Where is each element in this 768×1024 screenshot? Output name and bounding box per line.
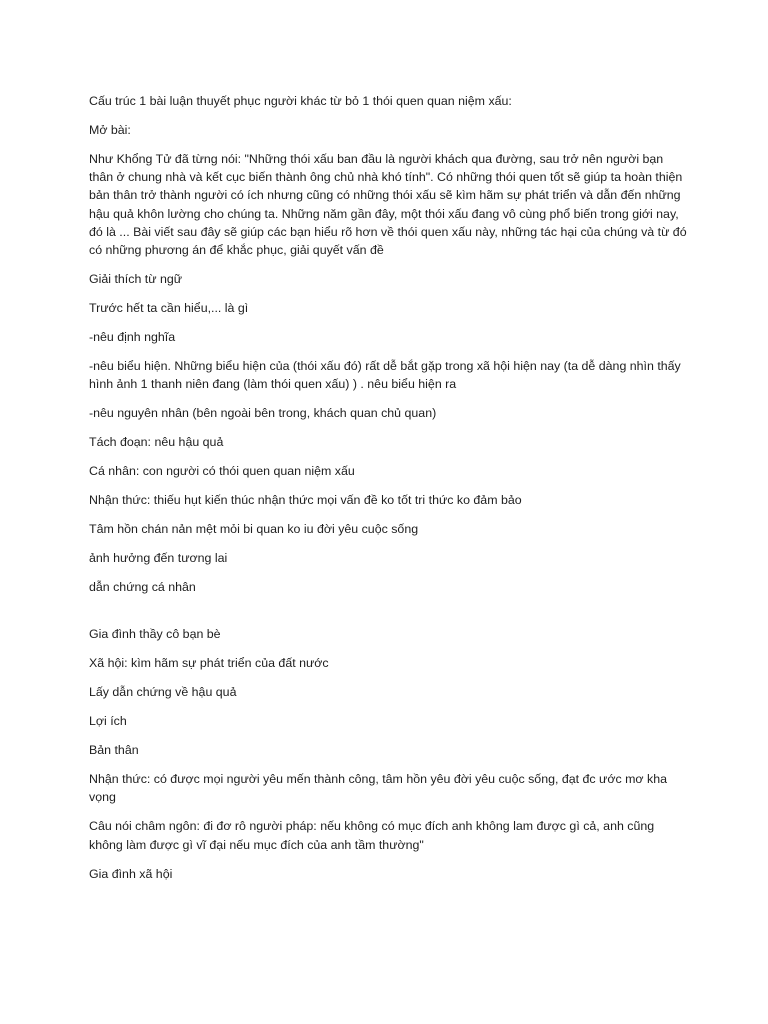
bullet-manifestation: -nêu biểu hiện. Những biểu hiện của (thói xấu đó) rất dễ bắt gặp trong xã hội hiện nay (ta dễ dàng nhìn thấy hình ảnh 1 thanh niên đang (làm thói quen xấu) ) . nêu biểu hiện ra: [89, 359, 681, 392]
section-heading-intro: Mở bài:: [89, 123, 131, 137]
section-heading-consequence: Tách đoạn: nêu hậu quả: [89, 435, 224, 450]
paragraph: Tâm hồn chán nản mệt mỏi bi quan ko iu đời yêu cuộc sống: [89, 522, 419, 537]
paragraph: ảnh hưởng đến tương lai: [89, 551, 228, 566]
document-body: [89, 92, 689, 894]
paragraph: Bản thân: [89, 743, 139, 758]
paragraph: dẫn chứng cá nhân: [89, 580, 196, 595]
bullet-definition: -nêu định nghĩa: [89, 330, 176, 345]
paragraph: Nhận thức: có được mọi người yêu mến thành công, tâm hồn yêu đời yêu cuộc sống, đạt đc ước mơ kha vọng: [89, 772, 667, 805]
bullet-cause: -nêu nguyên nhân (bên ngoài bên trong, khách quan chủ quan): [89, 406, 437, 421]
section-heading-explain: Giải thích từ ngữ: [89, 272, 183, 287]
document-title: Cấu trúc 1 bài luận thuyết phục người khác từ bỏ 1 thói quen quan niệm xấu:: [89, 94, 512, 108]
section-heading-benefit: Lợi ích: [89, 714, 127, 729]
paragraph: Nhận thức: thiếu hụt kiến thúc nhận thức mọi vấn đề ko tốt tri thức ko đảm bảo: [89, 493, 522, 508]
paragraph: Lấy dẫn chứng về hậu quả: [89, 685, 237, 700]
paragraph: Cá nhân: con người có thói quen quan niệm xấu: [89, 464, 355, 479]
quote-paragraph: Câu nói châm ngôn: đi đơ rô người pháp: nếu không có mục đích anh không lam được gì cả, anh cũng không làm được gì vĩ đại nếu mục đích của anh tầm thường": [89, 819, 655, 852]
paragraph: Trước hết ta cần hiểu,... là gì: [89, 301, 249, 316]
paragraph: Xã hội: kìm hãm sự phát triển của đất nước: [89, 656, 329, 671]
paragraph: Gia đình xã hội: [89, 866, 173, 881]
paragraph: Gia đình thầy cô bạn bè: [89, 627, 221, 642]
intro-paragraph: Như Khổng Tử đã từng nói: "Những thói xấu ban đầu là người khách qua đường, sau trở nên người bạn thân ở chung nhà và kết cục biến thành ông chủ nhà khó tính". Có những thói quen tốt sẽ giúp ta hoàn thiện bản thân trở thành người có ích nhưng cũng có những thói xấu sẽ kìm hãm sự phát triển và dẫn đến những hậu quả khôn lường cho chúng ta. Những năm gần đây, một thói xấu đang vô cùng phổ biến trong giới nay, đó là ... Bài viết sau đây sẽ giúp các bạn hiểu rõ hơn về thói quen xấu này, những tác hại của chúng và từ đó có những phương án để khắc phục, giải quyết vấn đề: [89, 152, 687, 258]
